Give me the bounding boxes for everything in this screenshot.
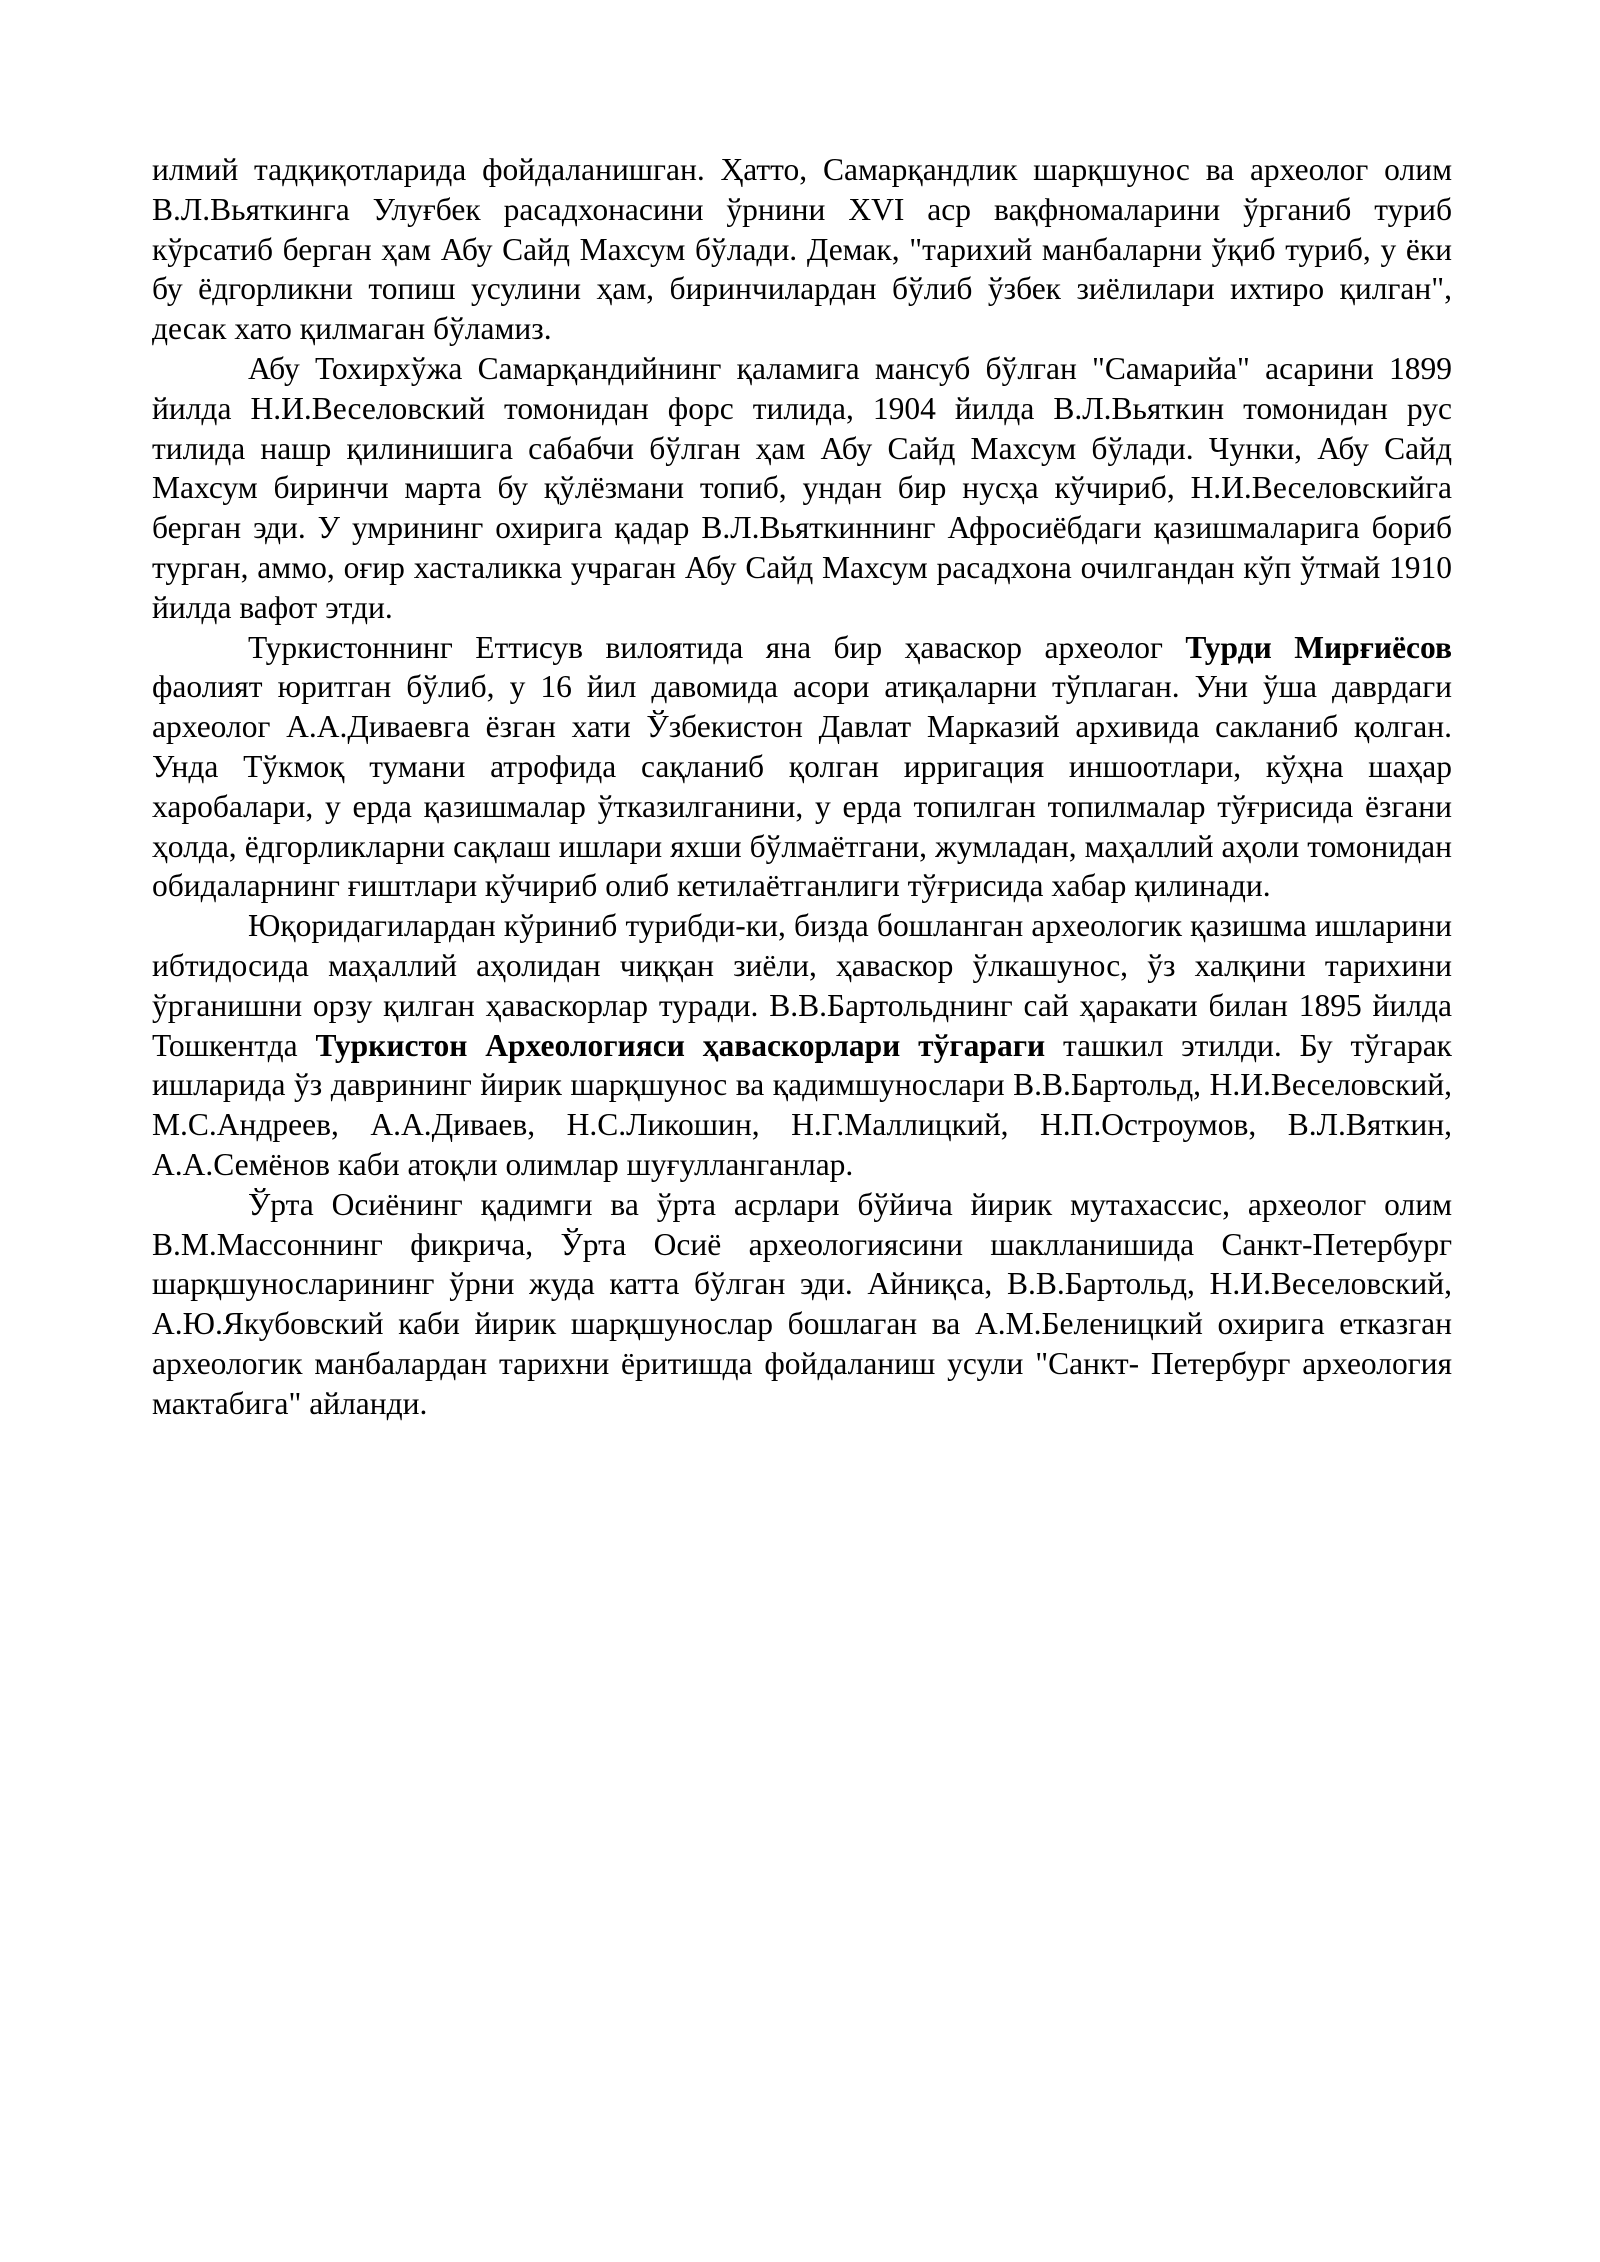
bold-name-turdi-mirgiyosov: Турди Мирғиёсов [1185,629,1453,665]
paragraph-3 [152,628,1452,907]
paragraph-4 [152,906,1452,1185]
document-body [152,150,1452,1424]
paragraph-1 [152,150,1452,349]
paragraph-text: Юқоридагилардан кўриниб турибди-ки, бизда бошланган археологик қазишма ишларини ибтидосида маҳаллий аҳолидан чиққан зиёли, ҳаваскор ўлкашунос, ўз халқини тарихини ўрганишни орзу қилган ҳаваскорлар туради. В.В.Бартольднинг сай ҳаракати билан 1895 йилда Тошкентда [152,908,1452,1063]
paragraph-text: илмий тадқиқотларида фойдаланишган. Ҳатто, Самарқандлик шарқшунос ва археолог олим В.Л.Вьяткинга Улуғбек расадхонасини ўрнини XVI аср вақфномаларини ўрганиб туриб кўрсатиб берган ҳам Абу Сайд Махсум бўлади. Демак, "тарихий манбаларни ўқиб туриб, у ёки бу ёдгорликни топиш усулини ҳам, биринчилардан бўлиб ўзбек зиёлилари ихтиро қилган", десак хато қилмаган бўламиз. [152,152,1452,347]
paragraph-text: ташкил этилди. Бу тўгарак ишларида ўз даврининг йирик шарқшунос ва қадимшунослари В.В.Бартольд, Н.И.Веселовский, М.С.Андреев, А.А.Диваев, Н.С.Ликошин, Н.Г.Маллицкий, Н.П.Остроумов, В.Л.Вяткин, А.А.Семёнов каби атоқли олимлар шуғулланганлар. [152,1027,1452,1182]
bold-circle-name: Туркистон Археологияси ҳаваскорлари тўгараги [315,1027,1046,1063]
paragraph-text: Ўрта Осиёнинг қадимги ва ўрта асрлари бўйича йирик мутахассис, археолог олим В.М.Массоннинг фикрича, Ўрта Осиё археологиясини шаклланишида Санкт-Петербург шарқшуносларининг ўрни жуда катта бўлган эди. Айниқса, В.В.Бартольд, Н.И.Веселовский, А.Ю.Якубовский каби йирик шарқшунослар бошлаган ва А.М.Беленицкий охирига етказган археологик манбалардан тарихни ёритишда фойдаланиш усули "Санкт- Петербург археология мактабига" айланди. [152,1186,1452,1421]
paragraph-5 [152,1185,1452,1424]
paragraph-text: Абу Тохирхўжа Самарқандийнинг қаламига мансуб бўлган "Самарийа" асарини 1899 йилда Н.И.Веселовский томонидан форс тилида, 1904 йилда В.Л.Вьяткин томонидан рус тилида нашр қилинишига сабабчи бўлган ҳам Абу Сайд Махсум бўлади. Чунки, Абу Сайд Махсум биринчи марта бу қўлёзмани топиб, ундан бир нусҳа кўчириб, Н.И.Веселовскийга берган эди. У умрининг охирига қадар В.Л.Вьяткиннинг Афросиёбдаги қазишмаларига бориб турган, аммо, оғир хасталикка учраган Абу Сайд Махсум расадхона очилгандан кўп ўтмай 1910 йилда вафот этди. [152,350,1452,625]
paragraph-text: фаолият юритган бўлиб, у 16 йил давомида асори атиқаларни тўплаган. Уни ўша даврдаги археолог А.А.Диваевга ёзган хати Ўзбекистон Давлат Марказий архивида сакланиб қолган. Унда Тўкмоқ тумани атрофида сақланиб қолган ирригация иншоотлари, кўҳна шаҳар харобалари, у ерда қазишмалар ўтказилганини, у ерда топилган топилмалар тўғрисида ёзгани ҳолда, ёдгорликларни сақлаш ишлари яхши бўлмаётгани, жумладан, маҳаллий аҳоли томонидан обидаларнинг ғиштлари кўчириб олиб кетилаётганлиги тўғрисида хабар қилинади. [152,669,1452,904]
paragraph-text: Туркистоннинг Еттисув вилоятида яна бир ҳаваскор археолог [248,629,1186,665]
paragraph-2 [152,349,1452,628]
